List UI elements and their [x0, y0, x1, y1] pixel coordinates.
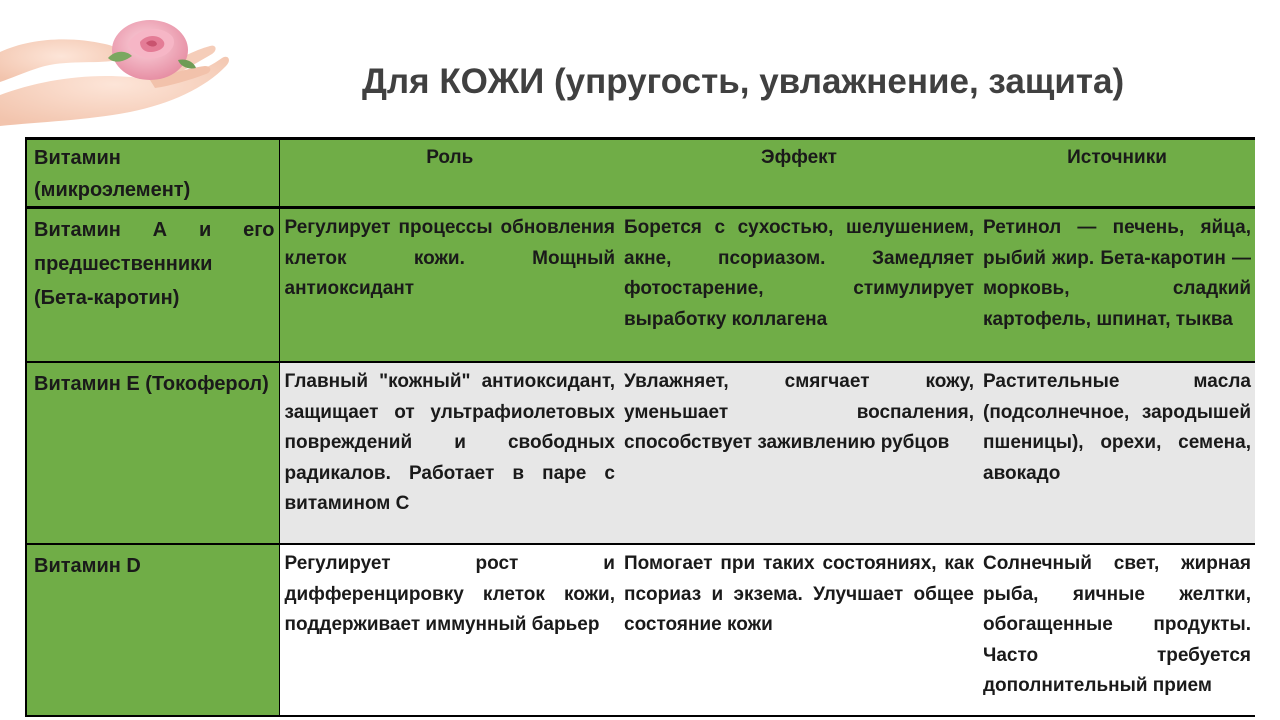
hands-with-rose-image: [0, 0, 240, 130]
cell-role: Регулирует процессы обновления клеток кожи. Мощный антиоксидант: [279, 208, 619, 363]
cell-vitamin: Витамин А и его предшественники (Бета-каротин): [26, 208, 279, 363]
table-row: [26, 544, 1255, 716]
cell-effect: Борется с сухостью, шелушением, акне, псориазом. Замедляет фотостарение, стимулирует выработку коллагена: [619, 208, 978, 363]
cell-sources: Ретинол — печень, яйца, рыбий жир. Бета-каротин — морковь, сладкий картофель, шпинат, тыква: [978, 208, 1255, 363]
header-role: Роль: [279, 139, 619, 208]
cell-sources: Растительные масла (подсолнечное, зародышей пшеницы), орехи, семена, авокадо: [978, 362, 1255, 544]
cell-sources: Солнечный свет, жирная рыба, яичные желтки, обогащенные продукты. Часто требуется дополнительный прием: [978, 544, 1255, 716]
cell-role: Главный "кожный" антиоксидант, защищает от ультрафиолетовых повреждений и свободных радикалов. Работает в паре с витамином С: [279, 362, 619, 544]
cell-role: Регулирует рост и дифференцировку клеток кожи, поддерживает иммунный барьер: [279, 544, 619, 716]
vitamins-table: [25, 137, 1255, 717]
cell-vitamin: Витамин Е (Токоферол): [26, 362, 279, 544]
header-effect: Эффект: [619, 139, 978, 208]
table-row: [26, 208, 1255, 363]
cell-effect: Помогает при таких состояниях, как псориаз и экзема. Улучшает общее состояние кожи: [619, 544, 978, 716]
cell-effect: Увлажняет, смягчает кожу, уменьшает воспаления, способствует заживлению рубцов: [619, 362, 978, 544]
header-vitamin: Витамин (микроэлемент): [26, 139, 279, 208]
cell-vitamin: Витамин D: [26, 544, 279, 716]
table-header-row: [26, 139, 1255, 208]
page-title: Для КОЖИ (упругость, увлажнение, защита): [362, 62, 1125, 101]
header-sources: Источники: [978, 139, 1255, 208]
table-row: [26, 362, 1255, 544]
